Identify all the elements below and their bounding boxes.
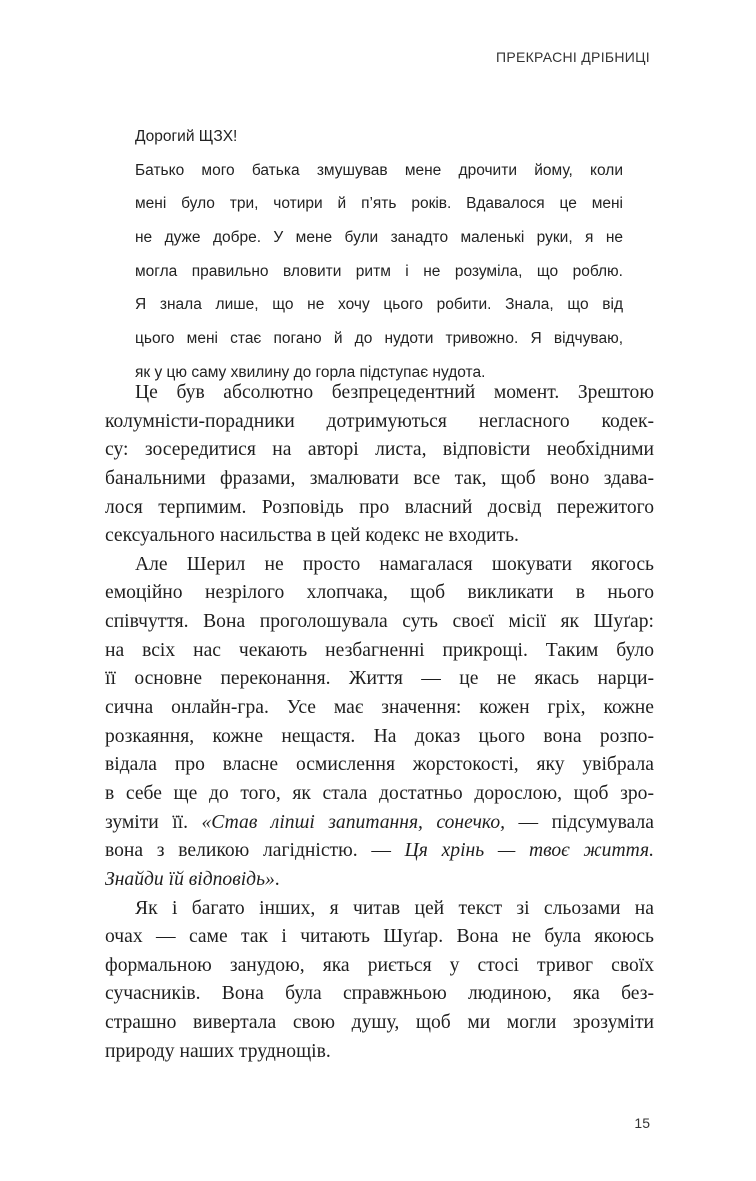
text-line [105,579,654,608]
text-segment: очах — саме так і читають Шуґар. Вона не була якоюсь [105,926,654,948]
text-segment: сучасників. Вона була справжньою людиною, яка без- [105,983,654,1005]
italic-quote: Ця хрінь — твоє життя. [404,840,654,862]
text-segment: її основне переконання. Життя — це не якась нарци- [105,668,654,690]
text-segment: Це був абсолютно безпрецедентний момент. Зрештою [135,382,654,403]
text-line [105,866,654,895]
letter-line: Я знала лише, що не хочу цього робити. Знала, що від [135,296,623,314]
letter-line: як у цю саму хвилину до горла підступає нудота. [135,363,486,381]
text-line [105,923,654,952]
letter-line: могла правильно вловити ритм і не розуміла, що роблю. [135,262,623,280]
text-segment: сексуального насильства в цей кодекс не входить. [105,525,519,547]
text-segment: су: зосередитися на авторі листа, відповісти необхідними [105,439,654,461]
text-line [105,895,654,924]
text-line [105,952,654,981]
text-line [105,379,654,408]
text-segment: емоційно незрілого хлопчака, щоб викликати в нього [105,582,654,604]
text-segment: формальною занудою, яка риється у стосі тривог своїх [105,954,654,976]
text-segment: співчуття. Вона проголошувала суть своєї місії як Шуґар: [105,611,654,633]
text-segment: відала про власне осмислення жорстокості, яку увібрала [105,754,654,776]
text-segment: лося терпимим. Розповідь про власний досвід пережитого [105,496,654,518]
text-line [105,522,654,551]
text-line [105,751,654,780]
text-line [105,494,654,523]
text-segment: в себе ще до того, як стала достатньо дорослою, щоб зро- [105,782,654,804]
text-segment: Але Шерил не просто намагалася шокувати якогось [135,553,654,575]
text-segment: вона з великою лагідністю. — [105,840,405,862]
text-line [105,408,654,437]
letter-salutation: Дорогий ЩЗХ! [135,128,238,145]
text-line [105,637,654,666]
text-segment: зуміти її. [105,811,202,833]
running-head: ПРЕКРАСНІ ДРІБНИЦІ [495,49,650,65]
text-segment: — підсумувала [505,811,654,833]
italic-quote: «Став ліпші запитання, сонечко, [201,811,506,833]
text-line [105,837,654,866]
text-line [105,665,654,694]
letter-line: Батько мого батька змушував мене дрочити йому, коли [135,161,623,179]
text-line [105,465,654,494]
italic-quote: Знайди їй відповідь» [105,868,275,890]
text-line [105,809,654,838]
text-segment: природу наших труднощів. [105,1040,331,1062]
text-line [105,694,654,723]
text-line [105,1009,654,1038]
text-segment: . [274,868,280,890]
text-line [105,980,654,1009]
text-segment: банальними фразами, змалювати все так, щоб воно здава- [105,467,654,489]
text-segment: на всіх нас чекають незбагненні прикрощі. Таким було [105,639,654,661]
text-segment: колумністи-порадники дотримуються негласного кодек- [105,410,654,432]
letter-line: мені було три, чотири й п’ять років. Вдавалося це мені [135,195,623,213]
text-line [105,780,654,809]
text-segment: сична онлайн-гра. Усе має значення: кожен гріх, кожне [105,697,654,719]
body-text [105,379,654,1066]
text-segment: розкаяння, кожне нещастя. На доказ цього вона розпо- [105,725,654,747]
text-line [105,723,654,752]
text-line [105,608,654,637]
text-segment: страшно вивертала свою душу, щоб ми могли зрозуміти [105,1012,654,1034]
text-line [105,551,654,580]
text-line [105,1038,654,1067]
letter-line: цього мені стає погано й до нудоти тривожно. Я відчуваю, [135,330,623,348]
letter-line: не дуже добре. У мене були занадто маленькі руки, я не [135,229,623,247]
text-segment: Як і багато інших, я читав цей текст зі сльозами на [135,897,654,919]
text-line [105,436,654,465]
page-number: 15 [634,1115,650,1131]
quoted-letter [135,124,623,394]
